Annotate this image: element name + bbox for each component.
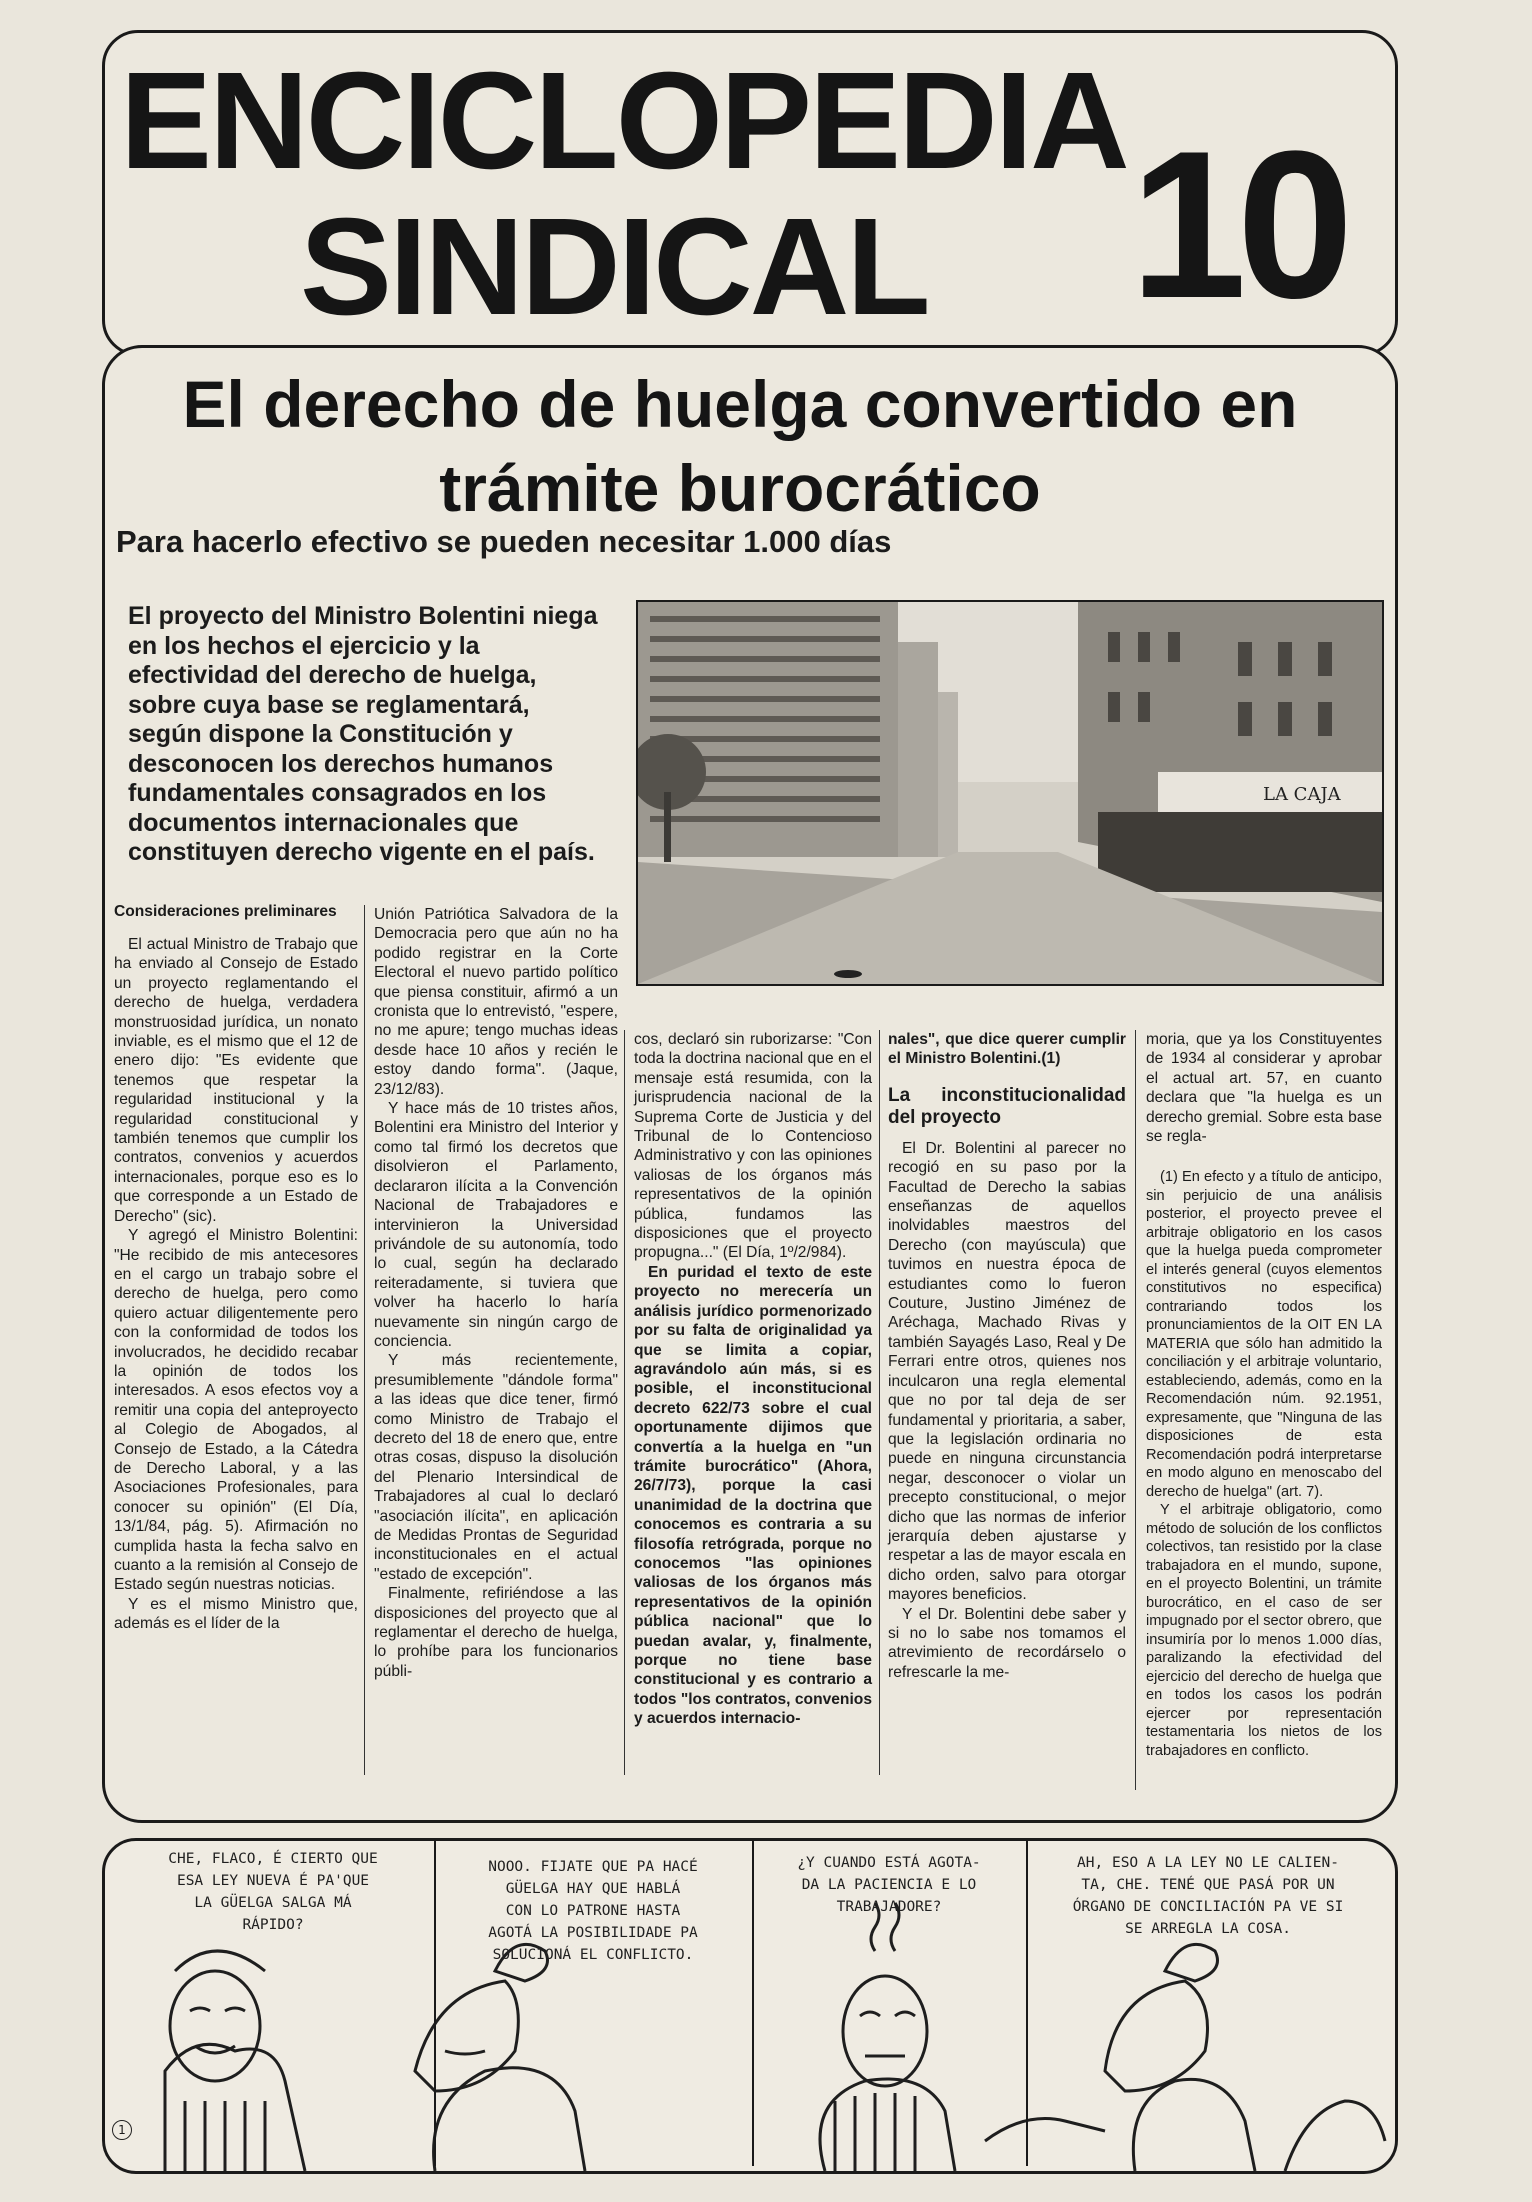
article-column-3 (634, 1030, 872, 1729)
paragraph: Y es el mismo Ministro que, además es el líder de la (114, 1595, 358, 1633)
character-4 (1133, 2079, 1255, 2171)
column-rule (624, 1030, 625, 1775)
page-marker: 1 (112, 2120, 132, 2140)
masthead-title-line1: ENCICLOPEDIA (120, 44, 1127, 198)
paragraph: El Dr. Bolentini al parecer no recogió en su paso por la Facultad de Derecho la sabias enseñanzas de aquellos inolvidables maestros del Derecho (con mayúscula) que tuvimos en nuestra época de estudiantes como lo fueron Couture, Justino Jiménez de Aréchaga, Machado Rivas y también Sayagés Laso, Real y De Ferrari entre otros, quienes nos inculcaron una regla elemental que no por tal deja de ser fundamental y prioritaria, a saber, que la legislación ordinaria no puede en ninguna circunstancia negar, desconocer o violar un precepto constitucional, o mejor dicho que las normas de inferior jerarquía deben ajustarse y respetar a las de mayor escala en dicho orden, salvo para otorgar mayores beneficios. (888, 1139, 1126, 1604)
paragraph-bold: nales", que dice querer cumplir el Ministro Bolentini.(1) (888, 1031, 1126, 1068)
masthead-title-line2: SINDICAL (300, 190, 928, 344)
article-column-5 (1146, 1030, 1382, 1760)
article-column-2 (374, 905, 618, 1681)
speech-bubble-panel-1: CHE, FLACO, É CIERTO QUE ESA LEY NUEVA É PA'QUE LA GÜELGA SALGA MÁ RÁPIDO? (168, 1851, 378, 1933)
paragraph: Y más recientemente, presumiblemente "dándole forma" a las ideas que dice tener, firmó como Ministro de Trabajo el decreto del 18 de enero que, entre otras cosas, dispuso la disolución del Plenario Intersindical de Trabajadores al cual lo declaró "asociación ilícita", en aplicación de Medidas Prontas de Seguridad inconstitucionales en el actual "estado de excepción". (374, 1352, 618, 1583)
paragraph: Y agregó el Ministro Bolentini: "He recibido de mis antecesores en el cargo un trabajo sobre el derecho de huelga, pero como quiero actuar diligentemente pero con la conformidad de todos los involucrados, he decidido recabar la opinión de todos los interesados. A esos efectos voy a remitir una copia del anteproyecto al Colegio de Abogados, al Consejo de Estado, a la Cátedra de Derecho Laboral, y a las Asociaciones Profesionales, para conocer su opinión" (El Día, 13/1/84, pág. 5). Afirmación no cumplida hasta la fecha salvo en cuanto a la remisión al Consejo de Estado según nuestras noticias. (114, 1227, 358, 1594)
paragraph-bold: En puridad el texto de este proyecto no merecería un análisis jurídico pormenorizado por su falta de originalidad ya que se limita a copiar, agravándolo aún más, si es posible, el inconstitucional decreto 622/73 sobre el cual oportunamente dijimos que convertía a la huelga en "un trámite burocrático" (Ahora, 26/7/73), porque la casi unanimidad de la doctrina que conocemos es contraria a su filosofía retrógrada, porque no conocemos "las opiniones valiosas de los órganos más representativos de la opinión pública nacional" que lo puedan avalar, y, finalmente, porque no tiene base constitucional y es contrario a todos "los contratos, convenios y acuerdos internacio- (634, 1263, 872, 1728)
section-heading-preliminares: Consideraciones preliminares (114, 903, 337, 920)
speech-bubble-panel-3: ¿Y CUANDO ESTÁ AGOTA- DA LA PACIENCIA E LO TRABAJADORE? (797, 1855, 981, 1915)
article-headline: El derecho de huelga convertido en trámite burocrático (182, 367, 1298, 525)
shop-sign-text: LA CAJA (1263, 784, 1341, 805)
article-column-4 (888, 1030, 1126, 1682)
comic-panel-divider (752, 1840, 754, 2166)
speech-bubble-panel-4: AH, ESO A LA LEY NO LE CALIEN- TA, CHE. TENÉ QUE PASÁ POR UN ÓRGANO DE CONCILIACIÓN PA VE SI SE ARREGLA LA COSA. (1072, 1855, 1344, 1937)
paragraph: Unión Patriótica Salvadora de la Democracia pero que aún no ha podido registrar en la Corte Electoral el nuevo partido político que piensa constituir, afirmó a un cronista que lo entrevistó, "espere, no me apure; tengo muchas ideas desde hace 10 años y recién le estoy dando forma". (Jaque, 23/12/83). (374, 906, 618, 1098)
street-photo-image (638, 602, 1382, 984)
paragraph: moria, que ya los Constituyentes de 1934 al considerar y aprobar el actual art. 57, en cuanto declara que "la huelga es un derecho gremial. Sobre esta base se regla- (1146, 1031, 1382, 1146)
paragraph: El actual Ministro de Trabajo que ha enviado al Consejo de Estado un proyecto reglamentando el derecho de huelga, verdadera monstruosidad jurídica, un nonato inviable, es el mismo que el 12 de enero dijo: "Es evidente que tenemos que respetar la regularidad institucional y la regularidad constitucional y también tenemos que cumplir los contratos, convenios y acuerdos internacionales, porque eso es lo que corresponde a un Estado de Derecho" (sic). (114, 936, 358, 1225)
paragraph: Finalmente, refiriéndose a las disposiciones del proyecto que al reglamentar el derecho de huelga, lo prohíbe para los funcionarios públi- (374, 1585, 618, 1680)
character-3 (820, 2079, 955, 2171)
article-lede: El proyecto del Ministro Bolentini niega en los hechos el ejercicio y la efectividad del derecho de huelga, sobre cuya base se reglamentará, según dispone la Constitución y desconocen los derechos humanos fundamentales consagrados en los documentos internacionales que constituyen derecho vigente en el país. (128, 602, 598, 866)
paragraph: Y el Dr. Bolentini debe saber y si no lo sabe nos tomamos el atrevimiento de recordárselo o refrescarle la me- (888, 1605, 1126, 1681)
paragraph: cos, declaró sin ruborizarse: "Con toda la doctrina nacional que en el mensaje está resumida, con la jurisprudencia nacional de la Suprema Corte de Justicia y del Tribunal de lo Contencioso Administrativo y con las opiniones valiosas de los órganos más representativos de la opinión pública, fundamos las disposiciones que el proyecto propugna..." (El Día, 1º/2/984). (634, 1031, 872, 1262)
column-rule (1135, 1030, 1136, 1790)
character-2 (434, 2068, 585, 2171)
section-heading-inconstitucionalidad: La inconstitucionalidad del proyecto (888, 1084, 1126, 1128)
article-subheadline: Para hacerlo efectivo se pueden necesitar 1.000 días (116, 524, 892, 559)
comic-panel-divider (434, 1840, 436, 2166)
footnote (1146, 1168, 1382, 1760)
column-rule (879, 1030, 880, 1775)
speech-bubble-panel-2: NOOO. FIJATE QUE PA HACÉ GÜELGA HAY QUE HABLÁ CON LO PATRONE HASTA AGOTÁ LA POSIBILIDADE PA SOLUCIONÁ EL CONFLICTO. (488, 1859, 698, 1963)
paragraph: Y hace más de 10 tristes años, Bolentini era Ministro del Interior y como tal firmó los decretos que disolvieron el Parlamento, declararon ilícita a la Convención Nacional de Trabajadores e intervinieron la Universidad privándole de su autonomía, todo lo cual, según ha declarado reiteradamente, si tuviera que volver ha hacerlo lo haría nuevamente sin ningún cargo de conciencia. (374, 1100, 618, 1350)
column-rule (364, 905, 365, 1775)
comic-panel-divider (1026, 1840, 1028, 2166)
article-column-1 (114, 902, 358, 1634)
issue-number: 10 (1130, 107, 1344, 342)
street-photo (636, 600, 1384, 986)
footnote-paragraph: Y el arbitraje obligatorio, como método de solución de los conflictos colectivos, tan resistido por la clase trabajadora en el mundo, supone, en el proyecto Bolentini, un trámite burocrático, en el caso de ser impugnado por el sector obrero, que insumiría por lo menos 1.000 días, paralizando la efectividad del ejercicio del derecho de huelga que en todos los casos los podrán ejercer por representación testamentaria los nietos de los trabajadores en conflicto. (1146, 1502, 1382, 1759)
footnote-paragraph: (1) En efecto y a título de anticipo, sin perjuicio de una análisis posterior, el proyecto prevee el arbitraje obligatorio en los casos que la huelga pueda comprometer el interés general (cuyos elementos constitutivos no especifica) contrariando todos los pronunciamientos de la OIT EN LA MATERIA que sólo han admitido la conciliación y el arbitraje voluntario, estableciendo, además, como en la Recomendación núm. 92.1951, expresamente, que "Ninguna de las disposiciones de esta Recomendación podrá interpretarse en modo alguno en menoscabo del derecho de huelga" (art. 7). (1146, 1169, 1382, 1500)
